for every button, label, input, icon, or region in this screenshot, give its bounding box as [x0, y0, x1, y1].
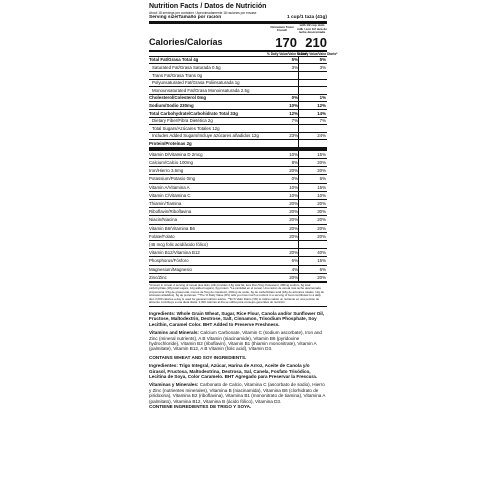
row-label: Saturated Fat/Grasa Saturada 0.5g: [152, 65, 221, 71]
row-value-2: 40%: [317, 250, 326, 256]
calories-value-1: 170: [275, 34, 297, 50]
row-value-1: 5%: [291, 57, 298, 63]
allergen-en: CONTAINS WHEAT AND SOY INGREDIENTS.: [149, 354, 247, 360]
column-separator: [298, 159, 299, 166]
ingredients-en-label: Ingredients:: [149, 310, 176, 316]
ingredients-es: [149, 363, 327, 379]
row-value-1: 20%: [289, 274, 298, 280]
row-value-2: 1%: [319, 95, 326, 101]
row-value-2: 15%: [317, 258, 326, 264]
nutrient-row: [149, 124, 327, 132]
vitamin-row: [149, 183, 327, 191]
row-label: Iron/Hierro 3.6mg: [149, 168, 184, 174]
nutrient-row: [149, 86, 327, 94]
row-value-1: 20%: [289, 250, 298, 256]
nutrient-row: [149, 117, 327, 125]
vitamins-es-text: Carbonato de Calcio, Vitamina C (ascorbato de sodio), Hierro y Zinc (nutrientes minerales), Vitamina B (niacinamida), Vitamina B6 (clorhidrato de piridoxina), Vitamina B2 (riboflavina), Vitamina B1 (mononitrato de tiamina), Vitamina A (palmitato), Vitamina B12, Vitamina B (ácido fólico), Vitamina D3.: [149, 382, 326, 404]
column-separator: [298, 102, 299, 109]
row-value-1: 0%: [291, 95, 298, 101]
row-value-2: 10%: [317, 192, 326, 198]
row-label: Includes Added Sugars/Incluye azúcares añadidos 12g: [152, 133, 259, 139]
row-label: Vitamin B6/Vitamina B6: [149, 225, 195, 231]
nutrient-list: [149, 56, 327, 147]
ingredients-es-text: Trigo Integral, Azúcar, Harina de Arroz, Aceite de Canola y/o Girasol, Fructosa, Maltodextrina, Dextrosa, Sal, Canela, Fosfato Trisódico, Lecitina de Soya, Color Caramelo. BHT Agregado para Preservar la Frescura.: [149, 363, 318, 379]
column-separator: [298, 200, 299, 207]
row-value-1: 20%: [289, 217, 298, 223]
vitamins-es: [149, 382, 327, 404]
column-separator: [298, 192, 299, 199]
row-value-2: 30%: [317, 209, 326, 215]
row-label: (45 mcg folic acid/ácido fólico): [149, 241, 208, 247]
ingredients-es-label: Ingredientes:: [149, 363, 178, 369]
row-label: Polyunsaturated Fat/Grasa Poliinsaturada 1g: [152, 80, 240, 86]
column-separator: [298, 257, 299, 264]
vitamin-row: [149, 199, 327, 207]
row-value-2: 20%: [317, 160, 326, 166]
row-label: Protein/Proteínas 2g: [149, 141, 192, 146]
column-separator: [298, 57, 299, 64]
ingredients-en: [149, 311, 327, 327]
row-value-2: 20%: [317, 201, 326, 207]
row-label: Monounsaturated Fat/Grasa Monoinsaturada 2.5g: [152, 87, 250, 93]
row-label: Vitamin C/Vitamina C: [149, 192, 191, 198]
nutrient-row: [149, 109, 327, 117]
vitamins-en-text: Calcium Carbonate, Vitamin C (sodium ascorbate), Iron and Zinc (mineral nutrients), A B Vitamin (niacinamide), Vitamin B6 (pyridoxine hydrochloride), Vitamin B2 (riboflavin), Vitamin B1 (thiamin mononitrate), Vitamin A (palmitate), Vitamin B12, A B Vitamin (folic acid), Vitamin D3.: [149, 330, 322, 352]
col2-head: with 1/2 cup skim milk / con 1/2 taza de leche descremada: [297, 23, 327, 35]
vitamin-row: [149, 265, 327, 273]
allergen-es: CONTIENE INGREDIENTES DE TRIGO Y SOYA.: [149, 404, 252, 409]
row-value-2: 24%: [317, 133, 326, 139]
row-label: Magnesium/Magnesio: [149, 266, 192, 272]
row-label: Total Sugars/Azúcares Totales 12g: [152, 125, 220, 131]
column-separator: [298, 95, 299, 102]
column-separator: [298, 125, 299, 132]
row-label: Vitamin D/Vitamina D 2mcg: [149, 151, 203, 157]
serving-size-label: Serving size/Tamaño por ración: [149, 15, 222, 20]
row-value-1: 20%: [289, 168, 298, 174]
column-separator: [298, 225, 299, 232]
vitamin-row: [149, 240, 327, 248]
column-separator: [298, 208, 299, 215]
vitamins-es-label: Vitaminas y Minerales:: [149, 382, 199, 388]
calories-value-2: 210: [305, 34, 327, 50]
row-label: Phosphorus/Fósforo: [149, 258, 189, 264]
vitamin-row: [149, 256, 327, 264]
row-label: Potassium/Potasio 0mg: [149, 176, 196, 182]
serving-size-row: [149, 15, 327, 21]
row-label: Dietary Fiber/Fibra Dietética 2g: [152, 118, 213, 124]
column-separator: [298, 274, 299, 281]
row-value-1: 23%: [289, 133, 298, 139]
vitamins-en-label: Vitamins and Minerals:: [149, 330, 199, 336]
row-value-2: 7%: [319, 118, 326, 124]
vitamin-list: [149, 150, 327, 281]
row-value-2: 20%: [317, 168, 326, 174]
row-value-1: 12%: [289, 110, 298, 116]
column-heads: [149, 24, 327, 35]
row-label: Vitamin A/Vitamina A: [149, 184, 190, 190]
row-value-1: 10%: [289, 103, 298, 109]
column-separator: [298, 110, 299, 117]
column-separator: [298, 241, 299, 248]
vitamin-row: [149, 174, 327, 182]
column-separator: [298, 140, 299, 147]
row-value-2: 15%: [317, 151, 326, 157]
column-separator: [298, 151, 299, 158]
servings-per-container: About 18 servings per container / Aproximadamente 18 raciones por envase: [149, 11, 257, 15]
column-separator: [298, 87, 299, 94]
column-separator: [298, 72, 299, 79]
row-value-2: 3%: [319, 65, 326, 71]
row-value-2: 20%: [317, 217, 326, 223]
vitamins-en: [149, 330, 327, 352]
row-value-2: 20%: [317, 225, 326, 231]
serving-size-value: 1 cup/1 taza (41g): [287, 15, 327, 20]
row-value-1: 8%: [291, 160, 298, 166]
vitamin-row: [149, 158, 327, 166]
vitamin-row: [149, 166, 327, 174]
calories-label: Calories/Calorías: [149, 37, 223, 48]
vitamin-row: [149, 191, 327, 199]
column-separator: [298, 266, 299, 273]
row-value-1: 20%: [289, 201, 298, 207]
dv-head-1: % Daily Value/Valor Diario*: [267, 51, 308, 56]
nutrient-row: [149, 56, 327, 64]
row-value-2: 12%: [317, 103, 326, 109]
row-value-2: 5%: [319, 57, 326, 63]
column-separator: [298, 216, 299, 223]
nutrient-row: [149, 71, 327, 79]
col1-head: Cinnamon Toast Crunch: [270, 24, 294, 33]
vitamin-row: [149, 273, 327, 281]
row-label: Cholesterol/Colesterol 0mg: [149, 95, 207, 101]
column-separator: [298, 118, 299, 125]
nutrient-row: [149, 79, 327, 87]
nutrition-panel: [149, 3, 338, 409]
vitamin-row: [149, 215, 327, 223]
row-value-1: 20%: [289, 233, 298, 239]
column-separator: [298, 175, 299, 182]
row-value-1: 20%: [289, 225, 298, 231]
column-separator: [298, 167, 299, 174]
nutrient-row: [149, 132, 327, 140]
row-value-2: 6%: [319, 266, 326, 272]
footnote: *Amount in cereal. A serving of cereal plus skim milk provides 4.5g total fat, less than 5mg cholesterol, 290mg sodium, 6g total carbohydrate (18g total sugars, 12g added sugars), 6g protein. *La cantidad en el cereal. Una ración de cereal más leche descremada proporciona 4.5g de grasa total, menos de 5mg de colesterol, 290mg de sodio, 6g de carbohidrato total (18g de azúcares totales, 12g de azúcares añadidos), 6g de proteínas. **The % Daily Value (DV) tells you how much a nutrient in a serving of food contributes to a daily diet. 2,000 calories a day is used for general nutrition advice. **El % Valor Diario (VD) le indica cuánto un nutriente en una porción de alimento contribuye a una dieta diaria. 2,000 calorías al día se utiliza para consejos generales de nutrición.: [149, 282, 324, 305]
row-label: Folate/Folato: [149, 233, 175, 239]
row-label: Trans Fat/Grasa Trans 0g: [152, 72, 203, 78]
row-label: Niacin/Niacina: [149, 217, 178, 223]
row-value-1: 10%: [289, 184, 298, 190]
column-separator: [298, 233, 299, 240]
row-value-1: 7%: [291, 118, 298, 124]
calories-row: [149, 35, 327, 50]
nutrient-row: [149, 94, 327, 102]
column-separator: [298, 80, 299, 87]
row-label: Total Carbohydrate/Carbohidrato Total 33g: [149, 110, 238, 116]
row-value-1: 3%: [291, 65, 298, 71]
row-value-1: 4%: [291, 266, 298, 272]
nutrient-row: [149, 63, 327, 71]
row-value-1: 0%: [291, 176, 298, 182]
row-label: Zinc/Zinc: [149, 274, 167, 280]
column-separator: [298, 64, 299, 71]
row-value-2: 6%: [319, 176, 326, 182]
row-value-1: 6%: [291, 258, 298, 264]
row-value-1: 10%: [289, 192, 298, 198]
nutrient-row: [149, 101, 327, 109]
row-label: Sodium/Sodio 230mg: [149, 103, 194, 109]
row-label: Vitamin B12/Vitamina B12: [149, 250, 200, 256]
row-value-1: 20%: [289, 209, 298, 215]
panel-title: Nutrition Facts / Datos de Nutrición: [149, 3, 267, 10]
column-separator: [298, 249, 299, 256]
row-value-1: 10%: [289, 151, 298, 157]
nutrient-row: [149, 139, 327, 147]
row-label: Calcium/Calcio 100mg: [149, 160, 193, 166]
row-value-2: 15%: [317, 184, 326, 190]
row-label: Total Fat/Grasa Total 4g: [149, 57, 199, 63]
vitamin-row: [149, 232, 327, 240]
ingredients-en-text: Whole Grain Wheat, Sugar, Rice Flour, Canola and/or Sunflower Oil, Fructose, Maltodextrin, Dextrose, Salt, Cinnamon, Trisodium Phosphate, Soy Lecithin, Caramel Color. BHT Added to Preserve Freshness.: [149, 310, 325, 327]
row-value-2: 20%: [317, 274, 326, 280]
row-value-2: 14%: [317, 110, 326, 116]
vitamin-row: [149, 150, 327, 158]
dv-head-2: % Daily Value/Valor Diario*: [297, 51, 338, 56]
row-label: Riboflavin/Riboflavina: [149, 209, 192, 215]
column-separator: [298, 133, 299, 140]
vitamin-row: [149, 224, 327, 232]
vitamin-row: [149, 248, 327, 256]
column-separator: [298, 184, 299, 191]
vitamin-row: [149, 207, 327, 215]
row-value-2: 20%: [317, 233, 326, 239]
row-label: Thiamin/Tiamina: [149, 201, 182, 207]
